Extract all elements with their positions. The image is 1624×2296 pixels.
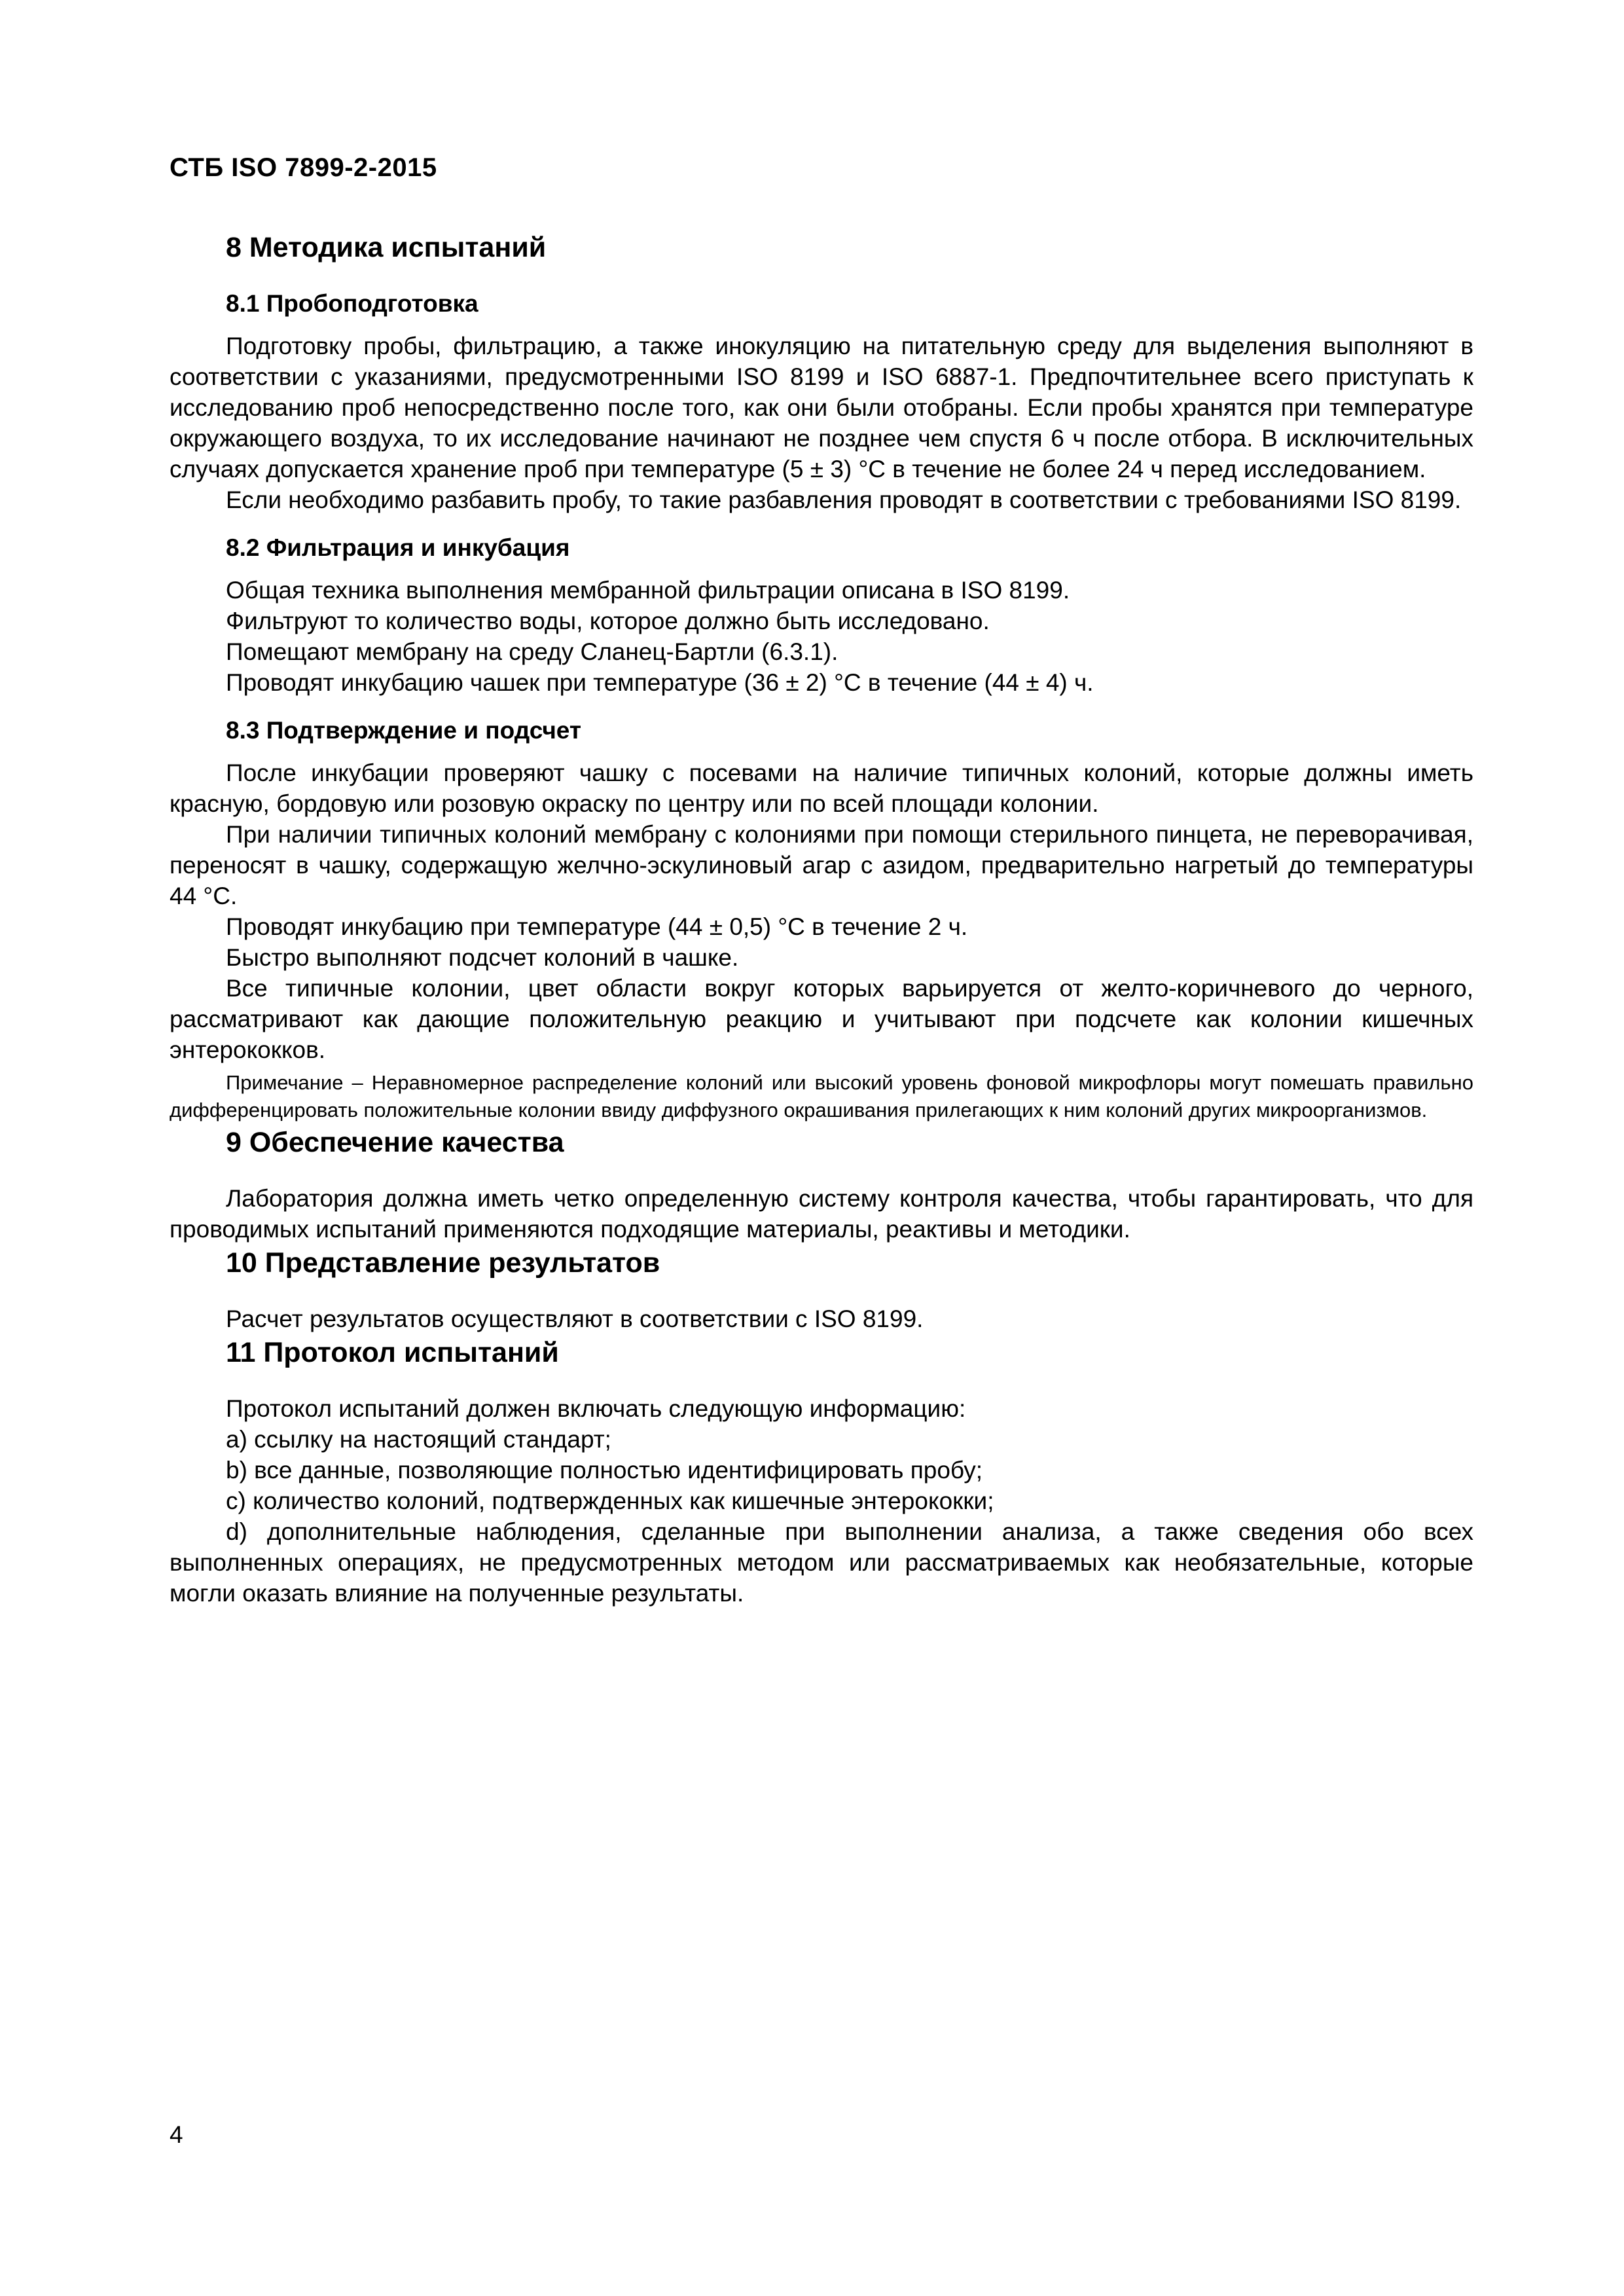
section-8-2-title: 8.2 Фильтрация и инкубация	[226, 534, 570, 561]
section-8-2-paragraph-4: Проводят инкубацию чашек при температуре (36 ± 2) °С в течение (44 ± 4) ч.	[226, 669, 1094, 696]
document-id-header: СТБ ISO 7899-2-2015	[170, 153, 437, 182]
section-8-3-paragraph-5: Все типичные колонии, цвет области вокруг которых варьируется от желто-коричневого до черного, рассматривают как дающие положительную реакцию и учитывают при подсчете как колонии кишечных энтерококков.	[170, 975, 1473, 1063]
section-8-1-paragraph-2: Если необходимо разбавить пробу, то такие разбавления проводят в соответствии с требованиями ISO 8199.	[226, 486, 1462, 513]
section-8-2-paragraph-3: Помещают мембрану на среду Сланец-Бартли (6.3.1).	[226, 638, 839, 665]
section-8-2-paragraph-1: Общая техника выполнения мембранной фильтрации описана в ISO 8199.	[226, 577, 1070, 604]
document-body	[170, 229, 1473, 1609]
section-9-title: 9 Обеспечение качества	[226, 1127, 564, 1158]
section-8-2-paragraph-2: Фильтруют то количество воды, которое должно быть исследовано.	[226, 608, 990, 634]
section-8-3-paragraph-3: Проводят инкубацию при температуре (44 ± 0,5) °С в течение 2 ч.	[226, 913, 968, 940]
section-8-3-title: 8.3 Подтверждение и подсчет	[226, 717, 582, 744]
section-8-3-paragraph-4: Быстро выполняют подсчет колоний в чашке.	[226, 944, 739, 971]
list-item: c) количество колоний, подтвержденных как кишечные энтерококки;	[226, 1487, 994, 1514]
section-11-intro: Протокол испытаний должен включать следующую информацию:	[226, 1395, 966, 1422]
section-8-1-paragraph-1: Подготовку пробы, фильтрацию, а также инокуляцию на питательную среду для выделения выполняют в соответствии с указаниями, предусмотренными ISO 8199 и ISO 6887-1. Предпочтительнее всего приступать к исследованию проб непосредственно после того, как они были отобраны. Если пробы хранятся при температуре окружающего воздуха, то их исследование начинают не позднее чем спустя 6 ч после отбора. В исключительных случаях допускается хранение проб при температуре (5 ± 3) °С в течение не более 24 ч перед исследованием.	[170, 333, 1473, 483]
section-10-paragraph-1: Расчет результатов осуществляют в соответствии с ISO 8199.	[226, 1305, 924, 1332]
section-9-paragraph-1: Лаборатория должна иметь четко определенную систему контроля качества, чтобы гарантировать, что для проводимых испытаний применяются подходящие материалы, реактивы и методики.	[170, 1185, 1473, 1243]
section-8-1-title: 8.1 Пробоподготовка	[226, 290, 478, 317]
section-11-title: 11 Протокол испытаний	[226, 1337, 559, 1368]
section-8-3-paragraph-2: При наличии типичных колоний мембрану с колониями при помощи стерильного пинцета, не переворачивая, переносят в чашку, содержащую желчно-эскулиновый агар с азидом, предварительно нагретый до температуры 44 °С.	[170, 821, 1473, 909]
section-8-3-note: Примечание – Неравномерное распределение колоний или высокий уровень фоновой микрофлоры могут помешать правильно дифференцировать положительные колонии ввиду диффузного окрашивания прилегающих к ним колоний других микроорганизмов.	[170, 1071, 1473, 1121]
section-8-title: 8 Методика испытаний	[226, 232, 547, 263]
list-item: d) дополнительные наблюдения, сделанные при выполнении анализа, а также сведения обо всех выполненных операциях, не предусмотренных методом или рассматриваемых как необязательные, которые могли оказать влияние на полученные результаты.	[170, 1518, 1473, 1607]
section-10-title: 10 Представление результатов	[226, 1247, 660, 1279]
list-item: b) все данные, позволяющие полностью идентифицировать пробу;	[226, 1457, 983, 1484]
list-item: a) ссылку на настоящий стандарт;	[226, 1426, 611, 1453]
page-number: 4	[170, 2121, 183, 2148]
section-8-3-paragraph-1: После инкубации проверяют чашку с посевами на наличие типичных колоний, которые должны иметь красную, бордовую или розовую окраску по центру или по всей площади колонии.	[170, 759, 1473, 817]
